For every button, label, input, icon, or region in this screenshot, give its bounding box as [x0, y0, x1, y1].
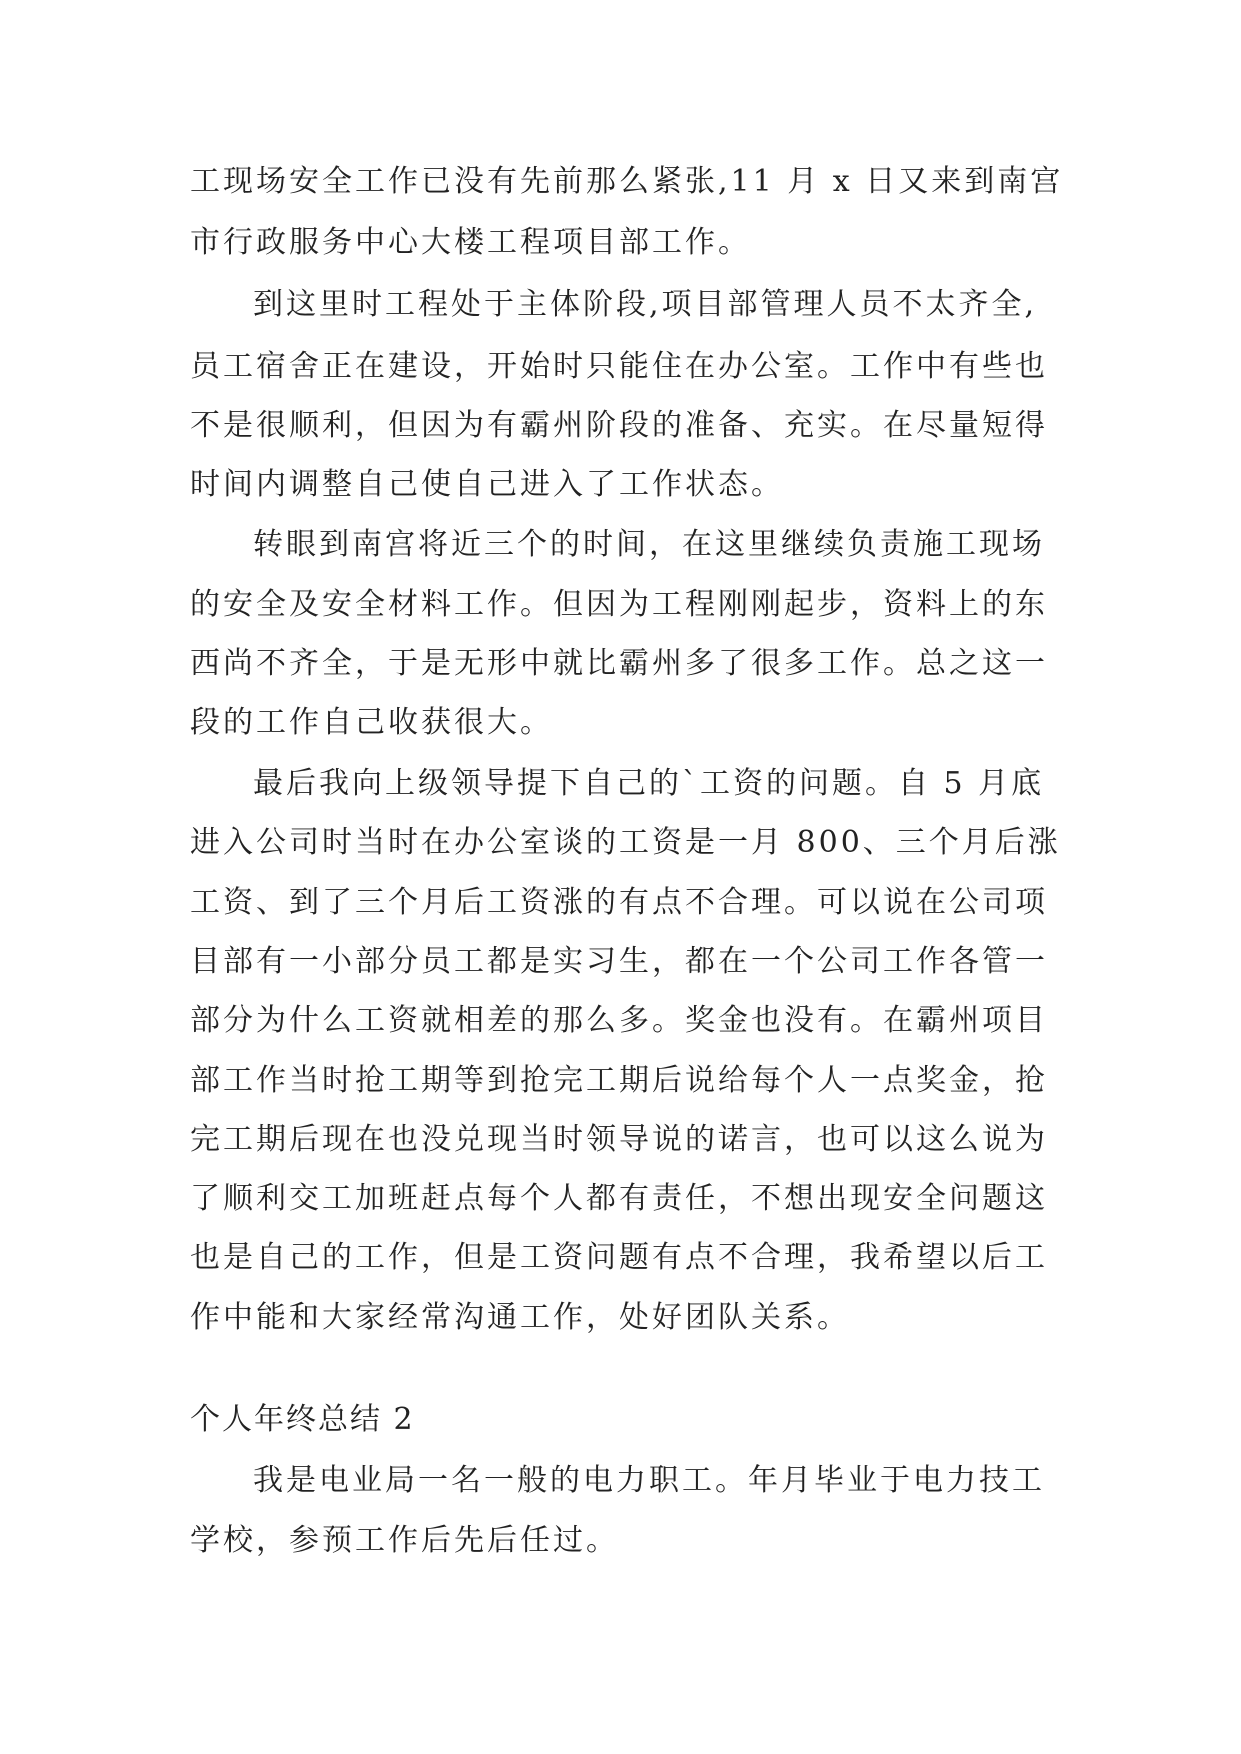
- paragraph-line: 段的工作自己收获很大。: [190, 705, 553, 740]
- paragraph-line: 目部有一小部分员工都是实习生，都在一个公司工作各管一: [190, 944, 1048, 979]
- paragraph-line: 作中能和大家经常沟通工作，处好团队关系。: [190, 1300, 850, 1335]
- paragraph-line: 西尚不齐全，于是无形中就比霸州多了很多工作。总之这一: [190, 646, 1048, 681]
- paragraph-line: 我是电业局一名一般的电力职工。年月毕业于电力技工: [253, 1463, 1045, 1498]
- paragraph-line: 最后我向上级领导提下自己的`工资的问题。自 5 月底: [253, 766, 1045, 801]
- section-heading: 个人年终总结 2: [190, 1402, 415, 1437]
- paragraph-line: 员工宿舍正在建设，开始时只能住在办公室。工作中有些也: [190, 349, 1048, 384]
- paragraph-line: 工资、到了三个月后工资涨的有点不合理。可以说在公司项: [190, 885, 1048, 920]
- paragraph-line: 到这里时工程处于主体阶段,项目部管理人员不太齐全,: [253, 287, 1038, 322]
- paragraph-line: 工现场安全工作已没有先前那么紧张,11 月 x 日又来到南宫: [190, 164, 1064, 199]
- paragraph-line: 不是很顺利，但因为有霸州阶段的准备、充实。在尽量短得: [190, 408, 1048, 443]
- paragraph-line: 完工期后现在也没兑现当时领导说的诺言，也可以这么说为: [190, 1122, 1048, 1157]
- paragraph-line: 进入公司时当时在办公室谈的工资是一月 800、三个月后涨: [190, 825, 1061, 860]
- paragraph-line: 部工作当时抢工期等到抢完工期后说给每个人一点奖金，抢: [190, 1063, 1048, 1098]
- paragraph-line: 也是自己的工作，但是工资问题有点不合理，我希望以后工: [190, 1240, 1048, 1275]
- paragraph-line: 市行政服务中心大楼工程项目部工作。: [190, 225, 751, 260]
- paragraph-line: 学校，参预工作后先后任过。: [190, 1523, 619, 1558]
- paragraph-line: 转眼到南宫将近三个的时间，在这里继续负责施工现场: [253, 527, 1045, 562]
- paragraph-line: 了顺利交工加班赶点每个人都有责任，不想出现安全问题这: [190, 1181, 1048, 1216]
- paragraph-line: 时间内调整自己使自己进入了工作状态。: [190, 467, 784, 502]
- paragraph-line: 的安全及安全材料工作。但因为工程刚刚起步，资料上的东: [190, 587, 1048, 622]
- paragraph-line: 部分为什么工资就相差的那么多。奖金也没有。在霸州项目: [190, 1003, 1048, 1038]
